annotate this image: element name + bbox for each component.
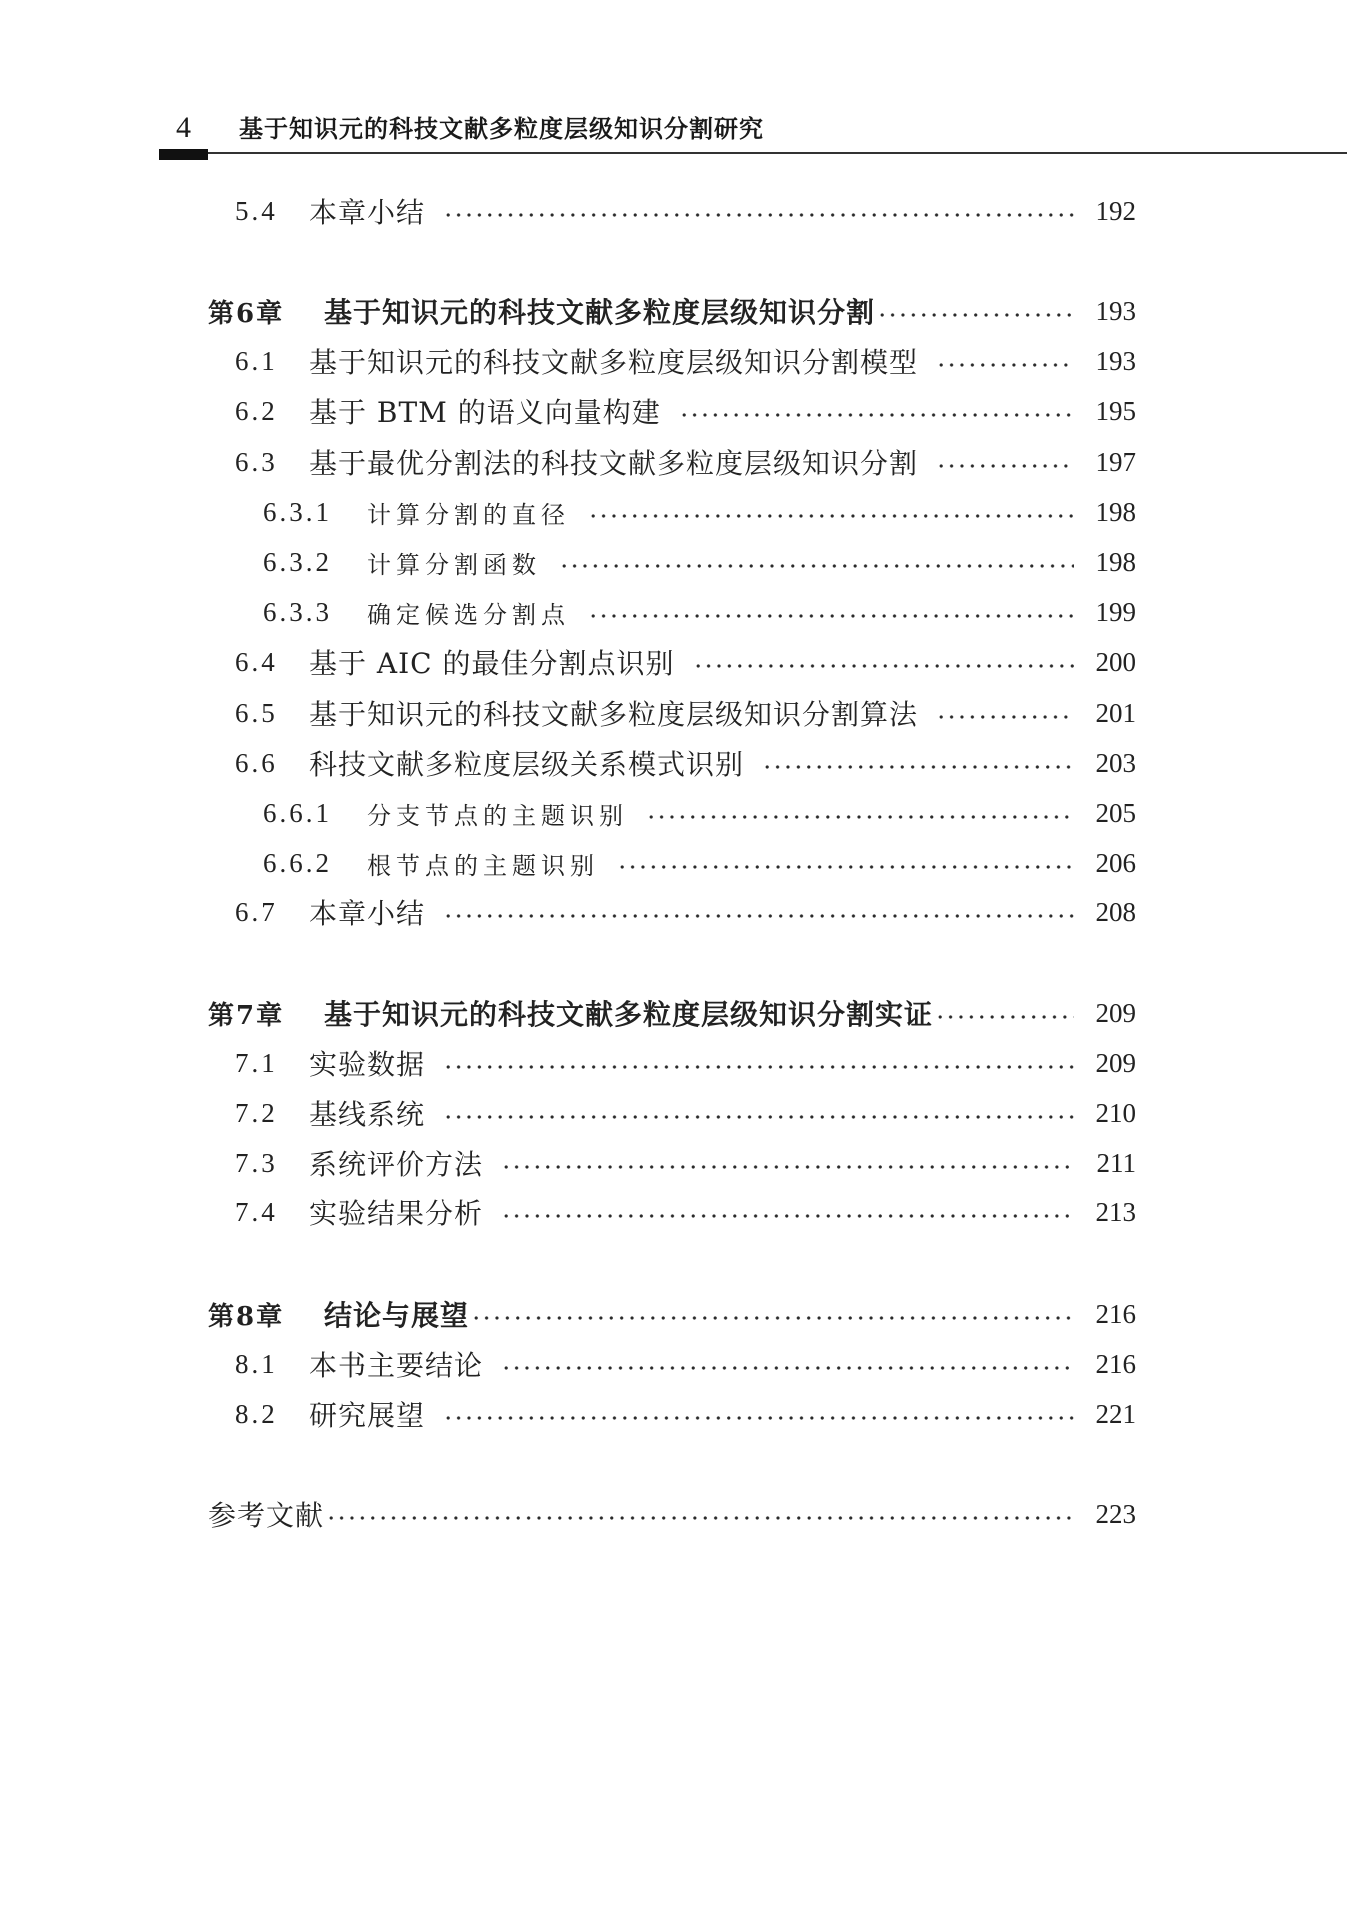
chapter-title: 基于知识元的科技文献多粒度层级知识分割实证 xyxy=(324,998,934,1031)
dot-leader xyxy=(443,1096,1074,1130)
page-number: 201 xyxy=(1095,697,1136,728)
dot-leader xyxy=(588,595,1074,629)
page-number: 197 xyxy=(1095,446,1136,477)
dot-leader xyxy=(936,696,1074,730)
page-number: 193 xyxy=(1095,345,1136,376)
dot-leader xyxy=(443,1046,1074,1080)
section-title: 本书主要结论 xyxy=(309,1349,484,1382)
page-number: 198 xyxy=(1095,496,1136,527)
subsection-number: 6.6.2 xyxy=(263,847,332,878)
section-number: 8.2 xyxy=(235,1398,278,1429)
toc-entry-8-2 xyxy=(235,1397,1136,1431)
dot-leader xyxy=(559,545,1074,579)
section-number: 7.3 xyxy=(235,1147,278,1178)
subsection-title: 计算分割的直径 xyxy=(367,500,570,529)
section-number: 6.7 xyxy=(235,896,278,927)
dot-leader xyxy=(501,1347,1074,1381)
subsection-title: 确定候选分割点 xyxy=(367,600,570,629)
page-number: 192 xyxy=(1095,195,1136,226)
toc-entry-6-6-1 xyxy=(263,796,1136,830)
toc-entry-7-3 xyxy=(235,1146,1136,1180)
dot-leader xyxy=(693,645,1074,679)
subsection-number: 6.3.3 xyxy=(263,596,332,627)
section-title: 基于 BTM 的语义向量构建 xyxy=(309,396,661,429)
dot-leader xyxy=(443,895,1074,929)
section-number: 6.6 xyxy=(235,747,278,778)
subsection-number: 6.3.1 xyxy=(263,496,332,527)
dot-leader xyxy=(443,194,1074,228)
chapter-number: 第7章 xyxy=(208,1000,285,1031)
section-number: 6.1 xyxy=(235,345,278,376)
page-number: 205 xyxy=(1095,797,1136,828)
toc-entry-6-6-2 xyxy=(263,846,1136,880)
dot-leader xyxy=(501,1195,1074,1229)
section-title: 本章小结 xyxy=(309,897,426,930)
section-number: 6.4 xyxy=(235,646,278,677)
chapter-title: 结论与展望 xyxy=(324,1299,470,1332)
toc-entry-6-7 xyxy=(235,895,1136,929)
chapter-number: 第6章 xyxy=(208,298,285,329)
references-title: 参考文献 xyxy=(208,1499,325,1532)
page-number: 208 xyxy=(1095,896,1136,927)
page-number: 213 xyxy=(1095,1196,1136,1227)
toc-entry-6-1 xyxy=(235,344,1136,378)
header-rule xyxy=(159,152,1347,154)
page-number: 200 xyxy=(1095,646,1136,677)
chapter-title: 基于知识元的科技文献多粒度层级知识分割 xyxy=(324,296,876,329)
subsection-number: 6.3.2 xyxy=(263,546,332,577)
dot-leader xyxy=(762,746,1074,780)
page-number: 216 xyxy=(1095,1348,1136,1379)
subsection-title: 计算分割函数 xyxy=(367,550,541,579)
page-number: 209 xyxy=(1095,1047,1136,1078)
dot-leader xyxy=(646,796,1074,830)
subsection-title: 根节点的主题识别 xyxy=(367,851,599,880)
toc-entry-6-3-3 xyxy=(263,595,1136,629)
dot-leader xyxy=(877,294,1074,328)
section-title: 实验数据 xyxy=(309,1048,426,1081)
header-accent-bar xyxy=(159,149,208,160)
section-title: 本章小结 xyxy=(309,196,426,229)
page-number: 216 xyxy=(1095,1298,1136,1329)
page-number: 221 xyxy=(1095,1398,1136,1429)
toc-entry-6-2 xyxy=(235,394,1136,428)
dot-leader xyxy=(679,394,1074,428)
section-number: 5.4 xyxy=(235,195,278,226)
section-title: 基线系统 xyxy=(309,1098,426,1131)
toc-entry-5-4 xyxy=(235,194,1136,228)
dot-leader xyxy=(443,1397,1074,1431)
page-number: 206 xyxy=(1095,847,1136,878)
dot-leader xyxy=(326,1497,1074,1531)
toc-entry-6-3 xyxy=(235,445,1136,479)
header-page-number: 4 xyxy=(176,111,191,144)
dot-leader xyxy=(471,1297,1074,1331)
dot-leader xyxy=(501,1146,1074,1180)
toc-entry-8-1 xyxy=(235,1347,1136,1381)
page-number: 203 xyxy=(1095,747,1136,778)
section-number: 7.4 xyxy=(235,1196,278,1227)
section-number: 7.1 xyxy=(235,1047,278,1078)
section-title: 基于知识元的科技文献多粒度层级知识分割模型 xyxy=(309,346,919,379)
page-number: 210 xyxy=(1095,1097,1136,1128)
section-title: 系统评价方法 xyxy=(309,1148,484,1181)
subsection-number: 6.6.1 xyxy=(263,797,332,828)
toc-entry-6-3-1 xyxy=(263,495,1136,529)
section-number: 6.2 xyxy=(235,395,278,426)
toc-chapter-7 xyxy=(208,996,1136,1030)
dot-leader xyxy=(617,846,1074,880)
section-title: 科技文献多粒度层级关系模式识别 xyxy=(309,748,745,781)
toc-entry-6-5 xyxy=(235,696,1136,730)
page-number: 198 xyxy=(1095,546,1136,577)
section-title: 实验结果分析 xyxy=(309,1197,484,1230)
toc-references xyxy=(208,1497,1136,1531)
dot-leader xyxy=(936,344,1074,378)
dot-leader xyxy=(588,495,1074,529)
page-number: 209 xyxy=(1095,997,1136,1028)
subsection-title: 分支节点的主题识别 xyxy=(367,801,628,830)
page-number: 223 xyxy=(1095,1498,1136,1529)
page-number: 195 xyxy=(1095,395,1136,426)
toc-entry-6-3-2 xyxy=(263,545,1136,579)
section-title: 基于 AIC 的最佳分割点识别 xyxy=(309,647,675,680)
section-title: 基于知识元的科技文献多粒度层级知识分割算法 xyxy=(309,698,919,731)
toc-entry-7-4 xyxy=(235,1195,1136,1229)
page-number: 193 xyxy=(1095,295,1136,326)
toc-entry-7-1 xyxy=(235,1046,1136,1080)
section-title: 基于最优分割法的科技文献多粒度层级知识分割 xyxy=(309,447,919,480)
toc-chapter-6 xyxy=(208,294,1136,328)
toc-entry-6-6 xyxy=(235,746,1136,780)
toc-chapter-8 xyxy=(208,1297,1136,1331)
toc-entry-6-4 xyxy=(235,645,1136,679)
dot-leader xyxy=(935,996,1074,1030)
page-number: 199 xyxy=(1095,596,1136,627)
dot-leader xyxy=(936,445,1074,479)
chapter-number: 第8章 xyxy=(208,1301,285,1332)
section-number: 6.3 xyxy=(235,446,278,477)
header-running-title: 基于知识元的科技文献多粒度层级知识分割研究 xyxy=(239,115,764,143)
section-number: 6.5 xyxy=(235,697,278,728)
section-number: 7.2 xyxy=(235,1097,278,1128)
section-number: 8.1 xyxy=(235,1348,278,1379)
toc-entry-7-2 xyxy=(235,1096,1136,1130)
page-number: 211 xyxy=(1096,1147,1136,1178)
section-title: 研究展望 xyxy=(309,1399,426,1432)
